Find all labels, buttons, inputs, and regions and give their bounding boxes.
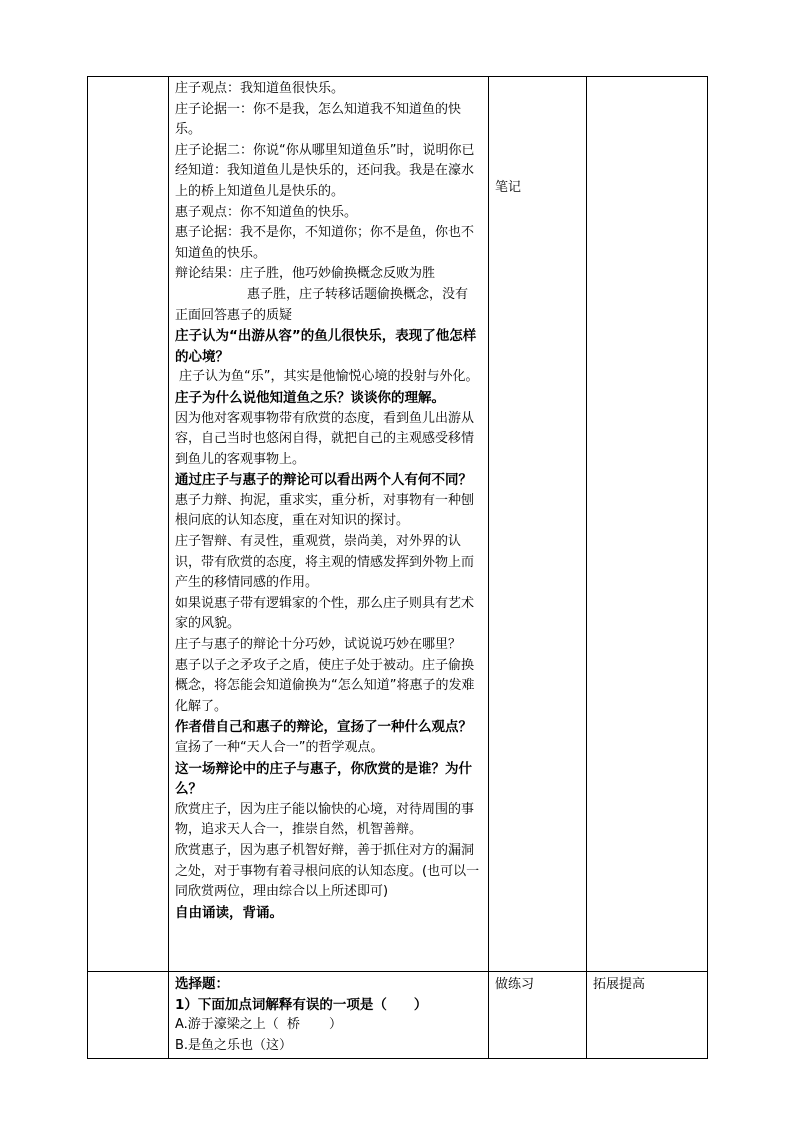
question-paragraph: 通过庄子与惠子的辩论可以看出两个人有何不同？ [175, 472, 472, 489]
student-activity: 笔记 [495, 180, 522, 195]
exercise-content [169, 972, 488, 1058]
content-cell [169, 972, 489, 1059]
question-paragraph: 这一场辩论中的庄子与惠子，你欣赏的是谁？为什么？ [175, 760, 472, 798]
text-paragraph: 辩论结果：庄子胜，他巧妙偷换概念反败为胜 [175, 266, 436, 282]
question-paragraph: 作者借自己和惠子的辩论，宣扬了一种什么观点？ [175, 719, 472, 736]
text-paragraph: 庄子论据二：你说“你从哪里知道鱼乐”时，说明你已经知道：我知道鱼儿是快乐的，还问我。我是在濠水上的桥上知道鱼儿是快乐的。 [175, 142, 475, 199]
student-activity-cell [489, 972, 587, 1059]
design-intent-cell [587, 77, 708, 972]
text-paragraph: 宣扬了一种“天人合一”的哲学观点。 [175, 740, 384, 755]
teaching-content [169, 77, 488, 925]
text-paragraph: A.游于濠梁之上（ 桥 ） [175, 1017, 342, 1033]
text-paragraph: 惠子观点：你不知道鱼的快乐。 [175, 204, 358, 220]
text-paragraph: 庄子观点：我知道鱼很快乐。 [175, 81, 345, 96]
text-paragraph: 惠子以子之矛攻子之盾，使庄子处于被动。庄子偷换概念，将怎能会知道偷换为“怎么知道”将惠子的发难化解了。 [175, 657, 475, 714]
text-paragraph: 庄子智辩、有灵性，重观赏，崇尚美，对外界的认识，带有欣赏的态度，将主观的情感发挥到外物上而产生的移情同感的作用。 [175, 534, 475, 591]
stage-cell [88, 972, 169, 1059]
text-paragraph: B.是鱼之乐也（这） [175, 1037, 293, 1053]
question-paragraph: 选择题： [175, 976, 229, 992]
table-row [88, 972, 708, 1059]
table-row [88, 77, 708, 972]
text-paragraph: 因为他对客观事物带有欣赏的态度，看到鱼儿出游从容，自己当时也悠闲自得，就把自己的主观感受移情到鱼儿的客观事物上。 [175, 410, 475, 467]
question-paragraph: 1）下面加点词解释有误的一项是（ ） [175, 996, 428, 1013]
text-paragraph: 惠子论据：我不是你，不知道你；你不是鱼，你也不知道鱼的快乐。 [175, 225, 475, 261]
text-paragraph: 惠子胜，庄子转移话题偷换概念，没有 [247, 286, 469, 302]
text-paragraph: 惠子力辩、拘泥，重求实，重分析，对事物有一种刨根问底的认知态度，重在对知识的探讨。 [175, 492, 475, 529]
design-intent: 拓展提高 [593, 977, 646, 992]
design-intent-cell [587, 972, 708, 1059]
text-paragraph: 庄子与惠子的辩论十分巧妙，试说说巧妙在哪里？ [175, 637, 462, 653]
stage-cell [88, 77, 169, 972]
text-paragraph: 庄子论据一：你不是我，怎么知道我不知道鱼的快乐。 [175, 101, 462, 138]
student-activity-cell [489, 77, 587, 972]
content-cell [169, 77, 489, 972]
question-paragraph: 庄子为什么说他知道鱼之乐？谈谈你的理解。 [175, 389, 445, 406]
question-paragraph: 自由诵读，背诵。 [175, 904, 283, 921]
design-intent [587, 77, 707, 83]
student-activity: 做练习 [495, 977, 535, 992]
text-paragraph: 庄子认为鱼“乐”，其实是他愉悦心境的投射与外化。 [179, 369, 479, 385]
question-paragraph: 庄子认为“出游从容”的鱼儿很快乐，表现了他怎样的心境？ [175, 328, 477, 365]
lesson-plan-table [87, 76, 708, 1059]
text-paragraph: 欣赏庄子，因为庄子能以愉快的心境，对待周围的事物，追求天人合一，推崇自然，机智善辩。 [175, 801, 475, 838]
text-paragraph: 欣赏惠子，因为惠子机智好辩，善于抓住对方的漏洞之处，对于事物有着寻根问底的认知态度。(也可以一同欣赏两位，理由综合以上所述即可) [175, 842, 480, 900]
text-paragraph: 如果说惠子带有逻辑家的个性，那么庄子则具有艺术家的风貌。 [175, 595, 475, 632]
text-paragraph: 正面回答惠子的质疑 [175, 307, 293, 323]
